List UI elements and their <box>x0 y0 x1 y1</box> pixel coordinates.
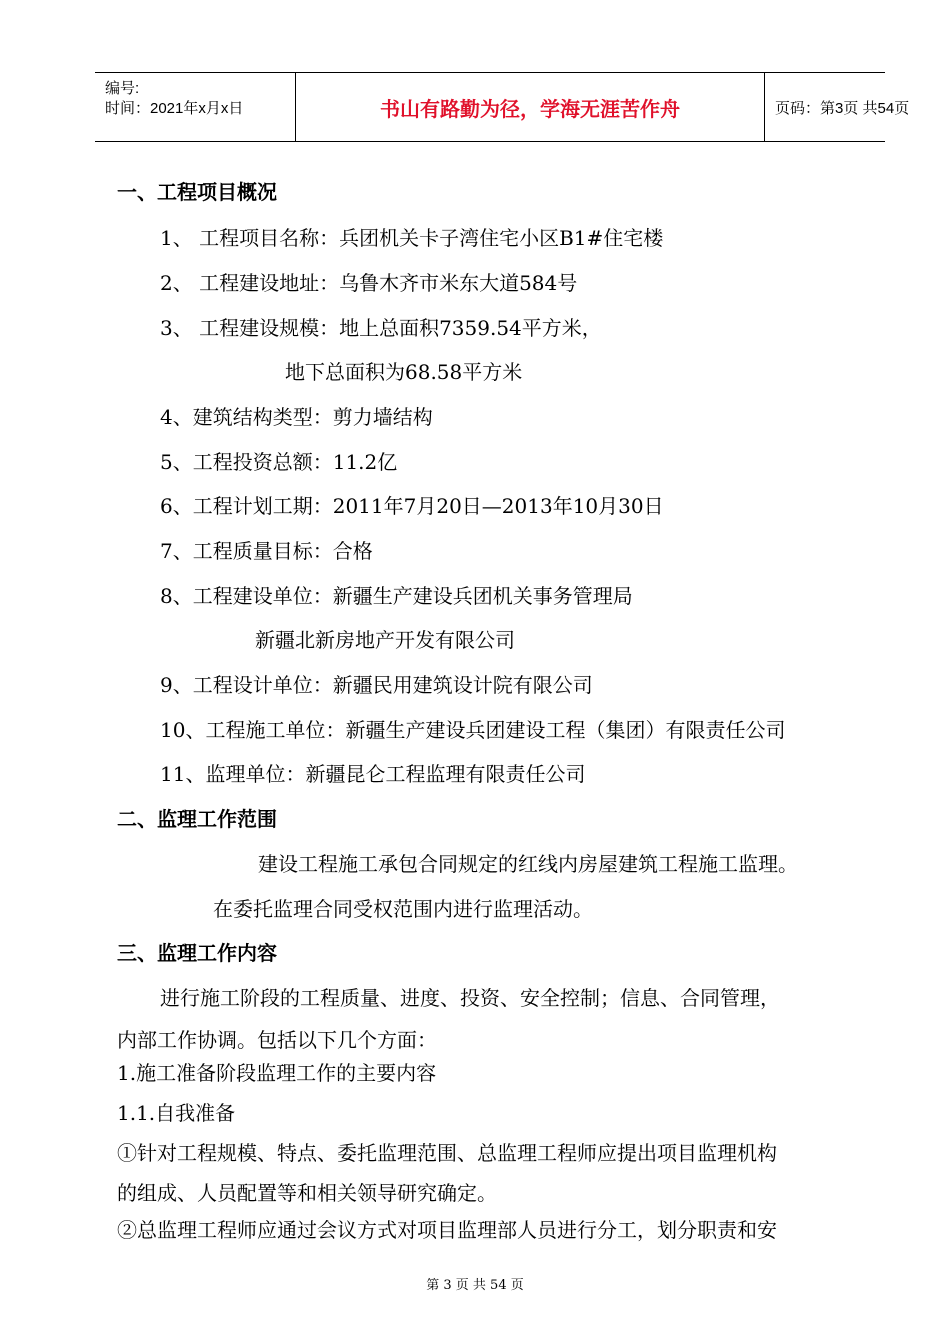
item-project-scale-cont: 地下总面积为68.58平方米 <box>285 360 523 384</box>
number-label: 编号: <box>105 80 140 97</box>
section-heading-3: 三、监理工作内容 <box>117 941 277 965</box>
prep-item-1: ①针对工程规模、特点、委托监理范围、总监理工程师应提出项目监理机构 <box>117 1141 777 1165</box>
item-construction-unit: 8、工程建设单位：新疆生产建设兵团机关事务管理局 <box>160 584 633 608</box>
subheading-prep-stage: 1.施工准备阶段监理工作的主要内容 <box>117 1061 437 1085</box>
prep-item-1-cont: 的组成、人员配置等和相关领导研究确定。 <box>117 1181 497 1205</box>
scope-line-2: 在委托监理合同受权范围内进行监理活动。 <box>213 897 593 921</box>
subheading-self-prep: 1.1.自我准备 <box>117 1101 236 1125</box>
item-investment: 5、工程投资总额：11.2亿 <box>160 450 398 474</box>
page-footer: 第 3 页 共 54 页 <box>426 1278 524 1293</box>
header-left-cell <box>95 73 295 141</box>
prep-item-2: ②总监理工程师应通过会议方式对项目监理部人员进行分工，划分职责和安 <box>117 1218 777 1242</box>
item-builder-unit: 10、工程施工单位：新疆生产建设兵团建设工程（集团）有限责任公司 <box>160 718 786 742</box>
item-supervision-unit: 11、监理单位：新疆昆仑工程监理有限责任公司 <box>160 762 586 786</box>
item-project-address: 2、 工程建设地址：乌鲁木齐市米东大道584号 <box>160 271 578 295</box>
scope-line-1: 建设工程施工承包合同规定的红线内房屋建筑工程施工监理。 <box>258 852 798 876</box>
header-motto: 书山有路勤为径，学海无涯苦作舟 <box>295 73 765 141</box>
header-page-info: 页码：第3页 共54页 <box>775 99 910 117</box>
item-construction-unit-cont: 新疆北新房地产开发有限公司 <box>255 628 515 652</box>
content-line-2: 内部工作协调。包括以下几个方面： <box>117 1028 437 1052</box>
content-line-1: 进行施工阶段的工程质量、进度、投资、安全控制；信息、合同管理， <box>160 986 780 1010</box>
item-project-name: 1、 工程项目名称：兵团机关卡子湾住宅小区B1#住宅楼 <box>160 226 664 250</box>
section-heading-1: 一、工程项目概况 <box>117 180 277 204</box>
item-project-scale: 3、 工程建设规模：地上总面积7359.54平方米， <box>160 316 602 340</box>
item-schedule: 6、工程计划工期：2011年7月20日—2013年10月30日 <box>160 494 664 518</box>
section-heading-2: 二、监理工作范围 <box>117 807 277 831</box>
item-quality-target: 7、工程质量目标：合格 <box>160 539 373 563</box>
item-design-unit: 9、工程设计单位：新疆民用建筑设计院有限公司 <box>160 673 593 697</box>
item-structure-type: 4、建筑结构类型：剪力墙结构 <box>160 405 433 429</box>
page-header <box>95 72 910 142</box>
time-label: 时间：2021年x月x日 <box>105 100 244 117</box>
